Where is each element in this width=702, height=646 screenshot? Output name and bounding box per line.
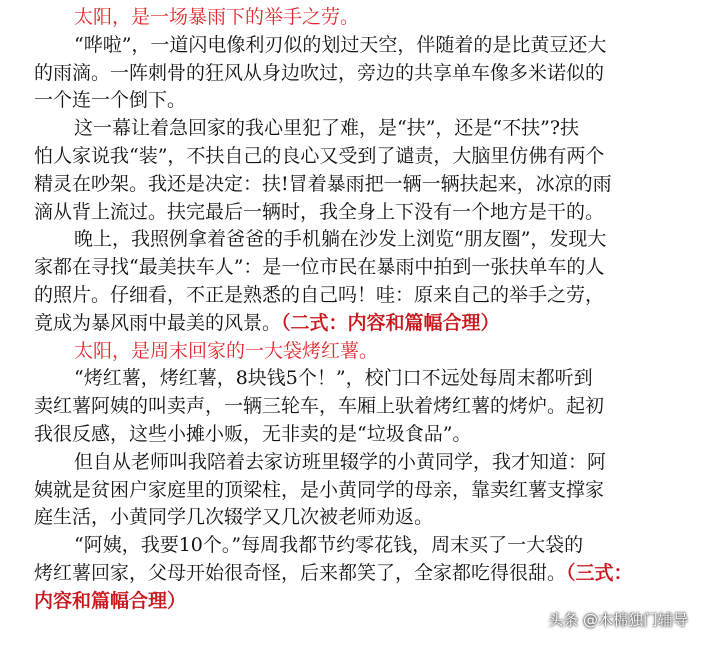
paragraph-line: “阿姨，我要10个。”每周我都节约零花钱，周末买了一大袋的 <box>74 534 584 557</box>
paragraph-line-with-note <box>34 560 674 588</box>
paragraph-line: 一个连一个倒下。 <box>34 89 187 112</box>
paragraph-line: 家都在寻找“最美扶车人”：是一位市民在暴雨中拍到一张扶单车的人 <box>34 256 605 279</box>
paragraph-line-with-note <box>34 310 674 338</box>
paragraph-line: “哗啦”，一道闪电像利刃似的划过天空，伴随着的是比黄豆还大 <box>74 33 607 56</box>
paragraph-line: 这一幕让着急回家的我心里犯了难，是“扶”，还是“不扶”?扶 <box>74 117 580 140</box>
paragraph-line: “烤红薯，烤红薯，8块钱5个！”，校门口不远处每周末都听到 <box>74 367 593 390</box>
section-heading-1: 太阳，是一场暴雨下的举手之劳。 <box>74 6 360 28</box>
paragraph-line: 精灵在吵架。我还是决定：扶!冒着暴雨把一辆一辆扶起来，冰凉的雨 <box>34 172 612 195</box>
section-heading-2: 太阳，是周末回家的一大袋烤红薯。 <box>74 339 379 362</box>
paragraph-line: 滴从背上流过。扶完最后一辆时，我全身上下没有一个地方是干的。 <box>34 200 605 223</box>
paragraph-line: 晚上，我照例拿着爸爸的手机躺在沙发上浏览“朋友圈”，发现大 <box>74 228 607 251</box>
paragraph-line: 但自从老师叫我陪着去家访班里辍学的小黄同学，我才知道：阿 <box>74 450 607 473</box>
paragraph-line: 怕人家说我“装”，不扶自己的良心又受到了谴责，大脑里仿佛有两个 <box>34 144 605 167</box>
annotation-note-2: （二式：内容和篇幅合理） <box>281 311 500 334</box>
annotation-note-3-end: 内容和篇幅合理） <box>34 589 187 612</box>
article-body <box>34 4 674 616</box>
paragraph-line: 我很反感，这些小摊小贩，无非卖的是“垃圾食品”。 <box>34 422 472 445</box>
paragraph-line: 姨就是贫困户家庭里的顶梁柱，是小黄同学的母亲，靠卖红薯支撑家 <box>34 478 605 501</box>
paragraph-text: 烤红薯回家，父母开始很奇怪，后来都笑了，全家都吃得很甜。 <box>34 561 567 584</box>
watermark: 头条 @木棉独门辅导 <box>548 611 688 629</box>
paragraph-line: 的雨滴。一阵刺骨的狂风从身边吹过，旁边的共享单车像多米诺似的 <box>34 61 605 84</box>
paragraph-line: 的照片。仔细看，不正是熟悉的自己吗！哇：原来自己的举手之劳， <box>34 283 605 306</box>
paragraph-line: 卖红薯阿姨的叫卖声，一辆三轮车，车厢上驮着烤红薯的烤炉。起初 <box>34 395 605 418</box>
paragraph-line: 庭生活，小黄同学几次辍学又几次被老师劝返。 <box>34 506 434 529</box>
paragraph-text: 竟成为暴风雨中最美的风景。 <box>34 311 282 334</box>
annotation-note-3-start: （三式： <box>566 561 633 584</box>
